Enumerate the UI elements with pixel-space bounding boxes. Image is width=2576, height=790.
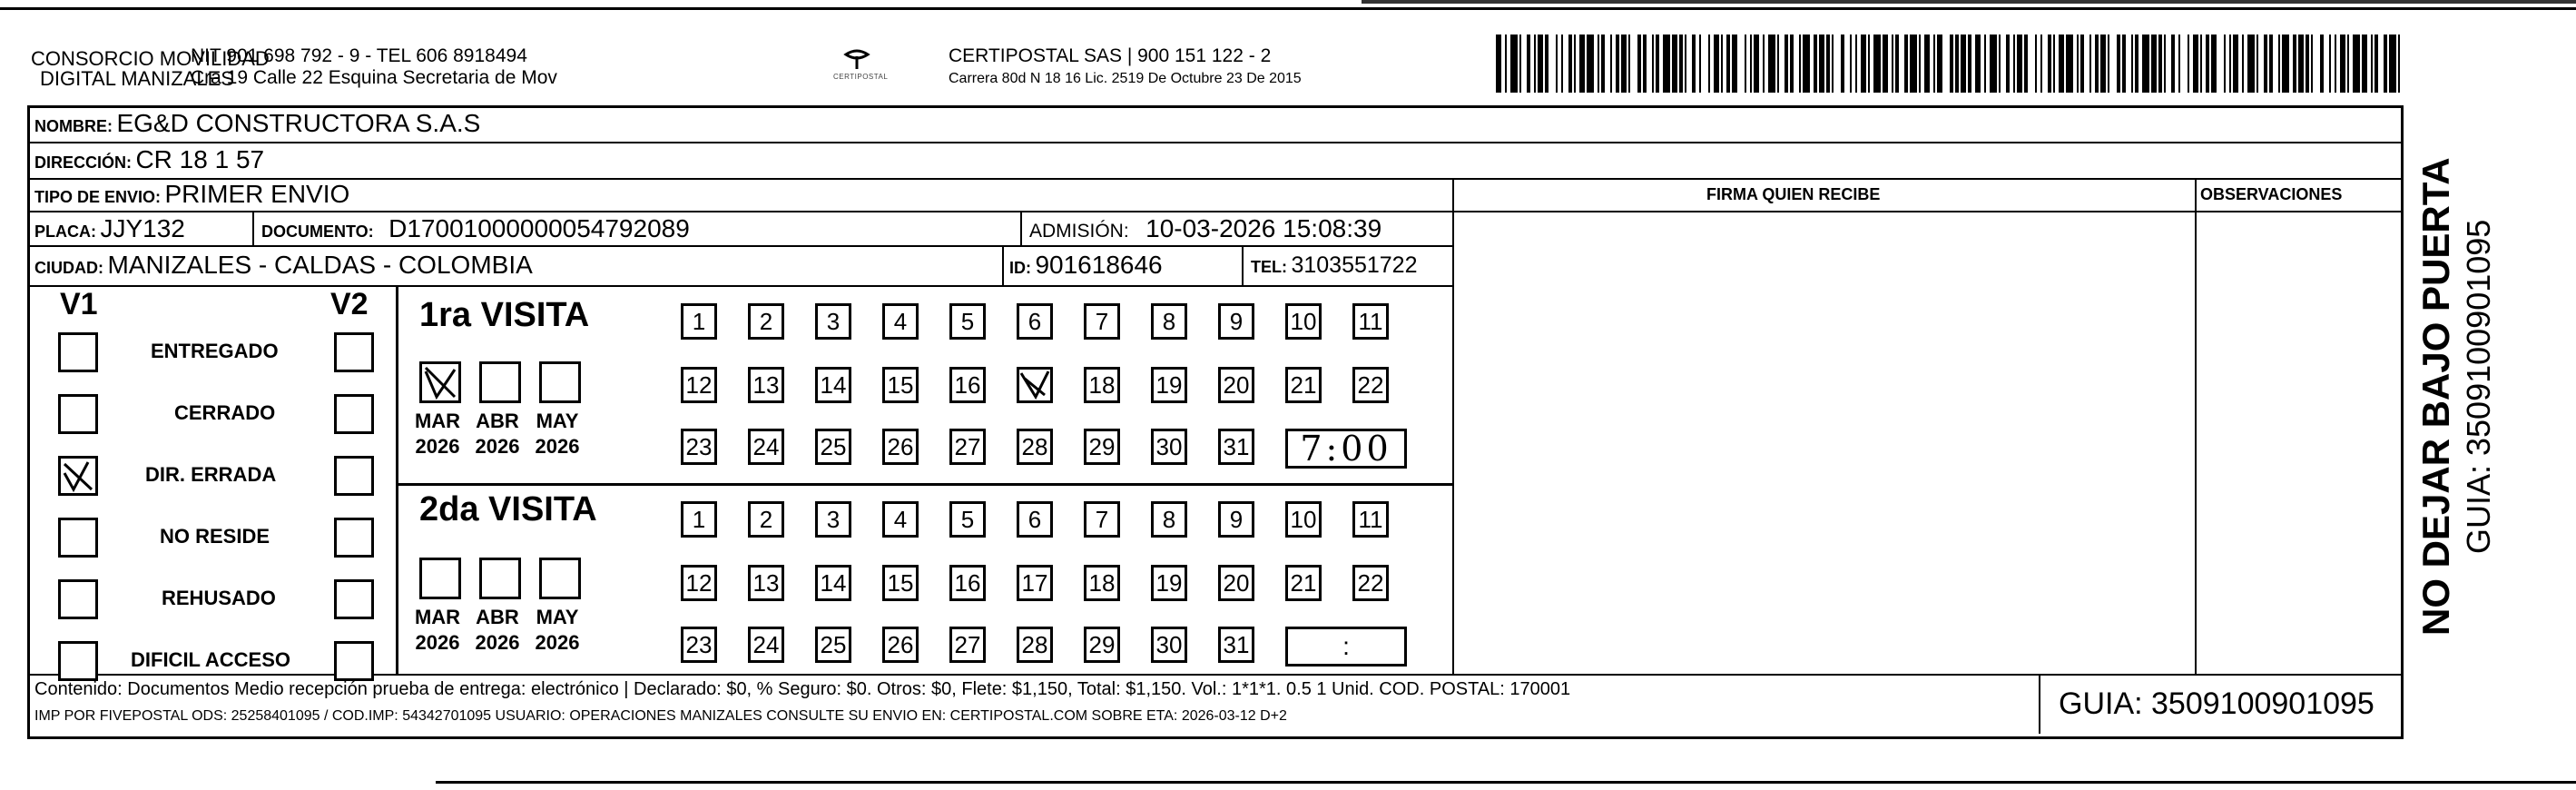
barcode-bar <box>1737 35 1745 93</box>
placa-value: JJY132 <box>100 214 185 242</box>
col-firma-left <box>1452 178 1454 676</box>
direccion-row <box>34 145 264 174</box>
firma-label: FIRMA QUIEN RECIBE <box>1706 185 1881 203</box>
month-year: 2026 <box>415 435 460 458</box>
ciudad-label: CIUDAD: <box>34 259 103 277</box>
day-box[interactable]: 8 <box>1151 501 1187 538</box>
v1-checkbox[interactable] <box>58 332 98 372</box>
v1-checkbox[interactable] <box>58 579 98 619</box>
month-name: MAR <box>414 410 461 432</box>
day-box[interactable]: 8 <box>1151 303 1187 340</box>
day-box[interactable]: 18 <box>1084 565 1120 601</box>
day-box[interactable]: 13 <box>748 565 784 601</box>
no-dejar-bajo-puerta: NO DEJAR BAJO PUERTA <box>2414 157 2457 636</box>
day-box[interactable]: 6 <box>1017 501 1053 538</box>
month-label <box>410 409 465 459</box>
documento-value: D17001000000054792089 <box>388 214 690 242</box>
barcode-bar <box>1663 35 1670 93</box>
nombre-row <box>34 109 480 138</box>
month-label <box>470 409 525 459</box>
barcode-bar <box>2217 35 2224 93</box>
tel-value: 3103551722 <box>1291 252 1418 278</box>
month-name: MAY <box>536 606 579 628</box>
id-cell <box>1009 251 1163 280</box>
day-box[interactable]: 4 <box>882 501 919 538</box>
barcode-bar <box>1630 35 1637 93</box>
day-box[interactable]: 15 <box>882 565 919 601</box>
observaciones-label: OBSERVACIONES <box>2200 185 2343 203</box>
barcode-bar <box>1873 35 1881 93</box>
second-visit-title: 2da VISITA <box>419 490 597 528</box>
day-box[interactable] <box>1017 367 1053 403</box>
day-box[interactable]: 27 <box>949 627 986 663</box>
month-checkbox[interactable] <box>419 558 461 599</box>
footer-line <box>27 674 2401 676</box>
day-box[interactable]: 14 <box>815 367 851 403</box>
tipo-label: TIPO DE ENVIO: <box>34 188 162 206</box>
day-box[interactable]: 16 <box>949 367 986 403</box>
barcode-bar <box>1549 35 1556 93</box>
day-box[interactable]: 7 <box>1084 303 1120 340</box>
day-box[interactable]: 21 <box>1285 565 1322 601</box>
footer-guia-left <box>2039 674 2040 734</box>
row-line-4 <box>27 245 1452 247</box>
day-box[interactable]: 16 <box>949 565 986 601</box>
v2-checkbox[interactable] <box>334 641 374 681</box>
day-box[interactable]: 19 <box>1151 367 1187 403</box>
status-label: NO RESIDE <box>160 525 270 548</box>
day-box[interactable]: 5 <box>949 303 986 340</box>
barcode-bar <box>2282 35 2289 93</box>
logo-caption: CERTIPOSTAL <box>833 73 889 81</box>
day-box[interactable]: 31 <box>1218 429 1254 465</box>
day-box[interactable]: 23 <box>681 627 717 663</box>
barcode-bar <box>2180 35 2188 93</box>
status-label: DIFICIL ACCESO <box>131 648 291 671</box>
barcode-bar <box>1834 35 1841 93</box>
status-label: REHUSADO <box>162 587 276 609</box>
barcode-bar <box>2247 35 2255 93</box>
month-year: 2026 <box>475 435 520 458</box>
day-box[interactable]: 3 <box>815 303 851 340</box>
v2-checkbox[interactable] <box>334 518 374 558</box>
col-status-right <box>396 285 398 676</box>
month-year: 2026 <box>475 631 520 654</box>
v2-label: V2 <box>330 287 369 321</box>
documento-label: DOCUMENTO: <box>261 222 374 241</box>
month-checkbox[interactable] <box>419 361 461 403</box>
barcode-bar <box>2142 35 2149 93</box>
tipo-value: PRIMER ENVIO <box>164 180 350 208</box>
observaciones-header <box>2200 185 2342 204</box>
check-mark-icon <box>61 459 95 493</box>
barcode-bar <box>1587 35 1594 93</box>
day-box[interactable]: 2 <box>748 303 784 340</box>
barcode-bar <box>1803 35 1810 93</box>
barcode-bar <box>2109 35 2117 93</box>
day-box[interactable]: 25 <box>815 429 851 465</box>
day-box[interactable]: 28 <box>1017 627 1053 663</box>
day-box[interactable]: 3 <box>815 501 851 538</box>
day-box[interactable]: 30 <box>1151 429 1187 465</box>
placa-label: PLACA: <box>34 222 96 241</box>
barcode-bar <box>1701 35 1708 93</box>
day-box[interactable]: 24 <box>748 627 784 663</box>
month-checkbox[interactable] <box>479 558 521 599</box>
admision-value: 10-03-2026 15:08:39 <box>1145 214 1382 242</box>
direccion-value: CR 18 1 57 <box>135 145 265 173</box>
direccion-label: DIRECCIÓN: <box>34 153 132 172</box>
barcode-bar <box>2313 35 2320 93</box>
day-box[interactable]: 31 <box>1218 627 1254 663</box>
day-box[interactable]: 21 <box>1285 367 1322 403</box>
address-line: Cra 19 Calle 22 Esquina Secretaria de Mov <box>191 67 557 88</box>
barcode-bar <box>1942 35 1950 93</box>
day-box[interactable]: 9 <box>1218 501 1254 538</box>
day-box[interactable]: 20 <box>1218 367 1254 403</box>
day-box[interactable]: 15 <box>882 367 919 403</box>
tel-cell <box>1251 252 1418 279</box>
day-box[interactable]: 6 <box>1017 303 1053 340</box>
day-box[interactable]: 12 <box>681 367 717 403</box>
barcode-bar <box>1990 35 1997 93</box>
day-box[interactable]: 22 <box>1352 565 1389 601</box>
day-box[interactable]: 10 <box>1285 303 1322 340</box>
firma-header <box>1706 185 1880 204</box>
month-checkbox[interactable] <box>539 558 581 599</box>
time-field[interactable]: 7:00 <box>1285 429 1407 469</box>
company-name-line1: CONSORCIO MOVILIDAD <box>31 47 270 70</box>
ciudad-value: MANIZALES - CALDAS - COLOMBIA <box>107 251 533 279</box>
col-obs-left <box>2195 178 2197 676</box>
row-line-5 <box>27 285 1452 287</box>
v1-label: V1 <box>60 287 98 321</box>
day-box[interactable]: 12 <box>681 565 717 601</box>
month-label <box>470 605 525 656</box>
barcode-bar <box>2400 35 2404 93</box>
month-label <box>530 409 585 459</box>
day-box[interactable]: 29 <box>1084 627 1120 663</box>
day-box[interactable]: 26 <box>882 429 919 465</box>
day-box[interactable]: 20 <box>1218 565 1254 601</box>
day-box[interactable]: 1 <box>681 501 717 538</box>
top-edge-line <box>0 7 2576 10</box>
day-box[interactable]: 28 <box>1017 429 1053 465</box>
certipostal-line2: Carrera 80d N 18 16 Lic. 2519 De Octubre 23 De 2015 <box>949 71 1302 86</box>
status-label: ENTREGADO <box>151 340 279 362</box>
certipostal-logo <box>833 47 889 84</box>
barcode <box>1496 35 2409 93</box>
certipostal-line1: CERTIPOSTAL SAS | 900 151 122 - 2 <box>949 45 1272 66</box>
top-edge-line-right <box>1362 0 2576 4</box>
col-tel-left <box>1242 245 1244 285</box>
day-box[interactable]: 11 <box>1352 303 1389 340</box>
month-label <box>530 605 585 656</box>
row-line-1 <box>27 142 2401 143</box>
side-guia: GUIA: 3509100901095 <box>2460 219 2497 554</box>
placa-cell <box>34 214 185 243</box>
day-box[interactable]: 30 <box>1151 627 1187 663</box>
barcode-bar <box>2353 35 2360 93</box>
day-box[interactable]: 27 <box>949 429 986 465</box>
row-line-3 <box>27 211 2401 212</box>
check-mark-icon <box>422 364 458 400</box>
imp-line: IMP POR FIVEPOSTAL ODS: 25258401095 / COD.IMP: 54342701095 USUARIO: OPERACIONES MANIZALES CONSULTE SU ENVIO EN: CERTIPOSTAL.COM SOBRE ETA: 2026-03-12 D+2 <box>34 708 1287 724</box>
admision-cell <box>1029 214 1381 243</box>
first-visit-title: 1ra VISITA <box>419 296 590 334</box>
v1-checkbox[interactable] <box>58 518 98 558</box>
day-box[interactable]: 7 <box>1084 501 1120 538</box>
barcode-bar <box>2028 35 2035 93</box>
month-name: MAY <box>536 410 579 432</box>
status-label: CERRADO <box>174 401 276 424</box>
month-label <box>410 605 465 656</box>
tipo-row <box>34 180 349 209</box>
form-frame <box>27 105 2404 739</box>
month-year: 2026 <box>535 631 580 654</box>
status-label: DIR. ERRADA <box>145 463 277 486</box>
day-box[interactable]: 26 <box>882 627 919 663</box>
month-checkbox[interactable] <box>479 361 521 403</box>
barcode-bar <box>1510 35 1518 93</box>
bottom-edge-line <box>436 781 2576 784</box>
day-box[interactable]: 10 <box>1285 501 1322 538</box>
admision-label: ADMISIÓN: <box>1029 221 1129 242</box>
contenido-line: Contenido: Documentos Medio recepción prueba de entrega: electrónico | Declarado: $0, % Seguro: $0. Otros: $0, Flete: $1,150, Total: $1,150. Vol.: 1*1*1. 0.5 1 Unid. COD. POSTAL: 170001 <box>34 679 1571 699</box>
col-admision-left <box>1020 211 1022 245</box>
id-label: ID: <box>1009 259 1031 277</box>
v2-checkbox[interactable] <box>334 332 374 372</box>
day-box[interactable]: 22 <box>1352 367 1389 403</box>
day-box[interactable]: 17 <box>1017 565 1053 601</box>
day-box[interactable]: 9 <box>1218 303 1254 340</box>
visits-divider <box>398 483 1452 486</box>
barcode-bar <box>1910 35 1917 93</box>
day-box[interactable]: 19 <box>1151 565 1187 601</box>
ciudad-cell <box>34 251 533 280</box>
time-field[interactable]: : <box>1285 627 1407 667</box>
company-name-line2: DIGITAL MANIZALES <box>40 67 234 90</box>
row-line-2 <box>27 178 2401 180</box>
month-year: 2026 <box>535 435 580 458</box>
v1-checkbox[interactable] <box>58 456 98 496</box>
month-name: ABR <box>476 410 519 432</box>
v1-checkbox[interactable] <box>58 394 98 434</box>
v2-checkbox[interactable] <box>334 394 374 434</box>
day-box[interactable]: 18 <box>1084 367 1120 403</box>
col-id-left <box>1002 245 1004 285</box>
day-box[interactable]: 29 <box>1084 429 1120 465</box>
barcode-bar <box>2066 35 2073 93</box>
month-year: 2026 <box>415 631 460 654</box>
day-box[interactable]: 1 <box>681 303 717 340</box>
day-box[interactable]: 2 <box>748 501 784 538</box>
day-box[interactable]: 4 <box>882 303 919 340</box>
day-box[interactable]: 14 <box>815 565 851 601</box>
day-box[interactable]: 25 <box>815 627 851 663</box>
barcode-bar <box>2389 35 2396 93</box>
day-box[interactable]: 23 <box>681 429 717 465</box>
month-name: MAR <box>414 606 461 628</box>
tel-label: TEL: <box>1251 258 1287 276</box>
col-placa-right <box>252 211 254 245</box>
id-value: 901618646 <box>1035 251 1163 279</box>
nit-line: NIT 901 698 792 - 9 - TEL 606 8918494 <box>191 45 527 66</box>
nombre-label: NOMBRE: <box>34 117 113 135</box>
documento-cell <box>261 214 690 243</box>
check-mark-icon <box>1019 370 1050 400</box>
barcode-bar <box>1768 35 1775 93</box>
nombre-value: EG&D CONSTRUCTORA S.A.S <box>116 109 481 137</box>
v2-checkbox[interactable] <box>334 579 374 619</box>
v2-checkbox[interactable] <box>334 456 374 496</box>
day-box[interactable]: 13 <box>748 367 784 403</box>
footer-guia: GUIA: 3509100901095 <box>2059 686 2374 721</box>
v1-checkbox[interactable] <box>58 641 98 681</box>
month-name: ABR <box>476 606 519 628</box>
day-box[interactable]: 24 <box>748 429 784 465</box>
day-box[interactable]: 5 <box>949 501 986 538</box>
day-box[interactable]: 11 <box>1352 501 1389 538</box>
month-checkbox[interactable] <box>539 361 581 403</box>
